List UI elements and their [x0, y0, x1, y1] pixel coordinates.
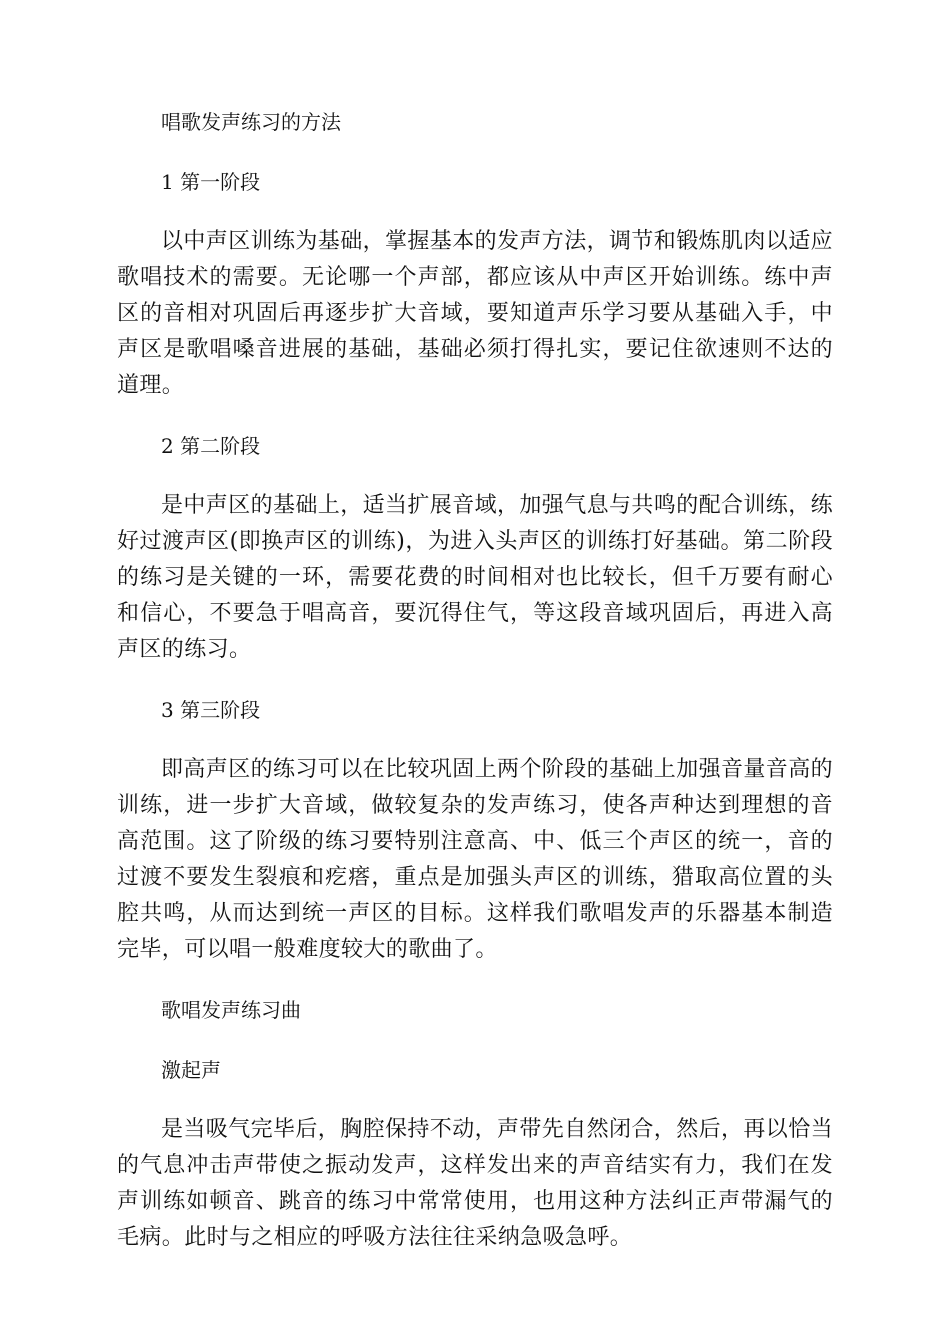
section2-heading: 歌唱发声练习曲: [161, 998, 301, 1022]
document-page: [117, 104, 833, 1256]
stage3-paragraph: 即高声区的练习可以在比较巩固上两个阶段的基础上加强音量音高的训练，进一步扩大音域，做较复杂的发声练习，使各声种达到理想的音高范围。这了阶级的练习要特别注意高、中、低三个声区的统一，音的过渡不要发生裂痕和疙瘩，重点是加强头声区的训练，猎取高位置的头腔共鸣，从而达到统一声区的目标。这样我们歌唱发声的乐器基本制造完毕，可以唱一般难度较大的歌曲了。: [117, 757, 834, 962]
subsection-heading: 激起声: [161, 1058, 221, 1082]
subsection-paragraph: 是当吸气完毕后，胸腔保持不动，声带先自然闭合，然后，再以恰当的气息冲击声带使之振动发声，这样发出来的声音结实有力，我们在发声训练如顿音、跳音的练习中常常使用，也用这种方法纠正声带漏气的毛病。此时与之相应的呼吸方法往往采纳急吸急呼。: [117, 1117, 834, 1250]
stage1-paragraph: 以中声区训练为基础，掌握基本的发声方法，调节和锻炼肌肉以适应歌唱技术的需要。无论哪一个声部，都应该从中声区开始训练。练中声区的音相对巩固后再逐步扩大音域，要知道声乐学习要从基础入手，中声区是歌唱嗓音进展的基础，基础必须打得扎实，要记住欲速则不达的道理。: [117, 229, 834, 398]
stage1-heading: 1 第一阶段: [161, 170, 261, 194]
stage2-paragraph: 是中声区的基础上，适当扩展音域，加强气息与共鸣的配合训练，练好过渡声区(即换声区的训练)，为进入头声区的训练打好基础。第二阶段的练习是关键的一环，需要花费的时间相对也比较长，但千万要有耐心和信心，不要急于唱高音，要沉得住气，等这段音域巩固后，再进入高声区的练习。: [117, 493, 834, 662]
document-title: 唱歌发声练习的方法: [161, 110, 341, 134]
stage3-heading: 3 第三阶段: [161, 698, 261, 722]
stage2-heading: 2 第二阶段: [161, 434, 261, 458]
